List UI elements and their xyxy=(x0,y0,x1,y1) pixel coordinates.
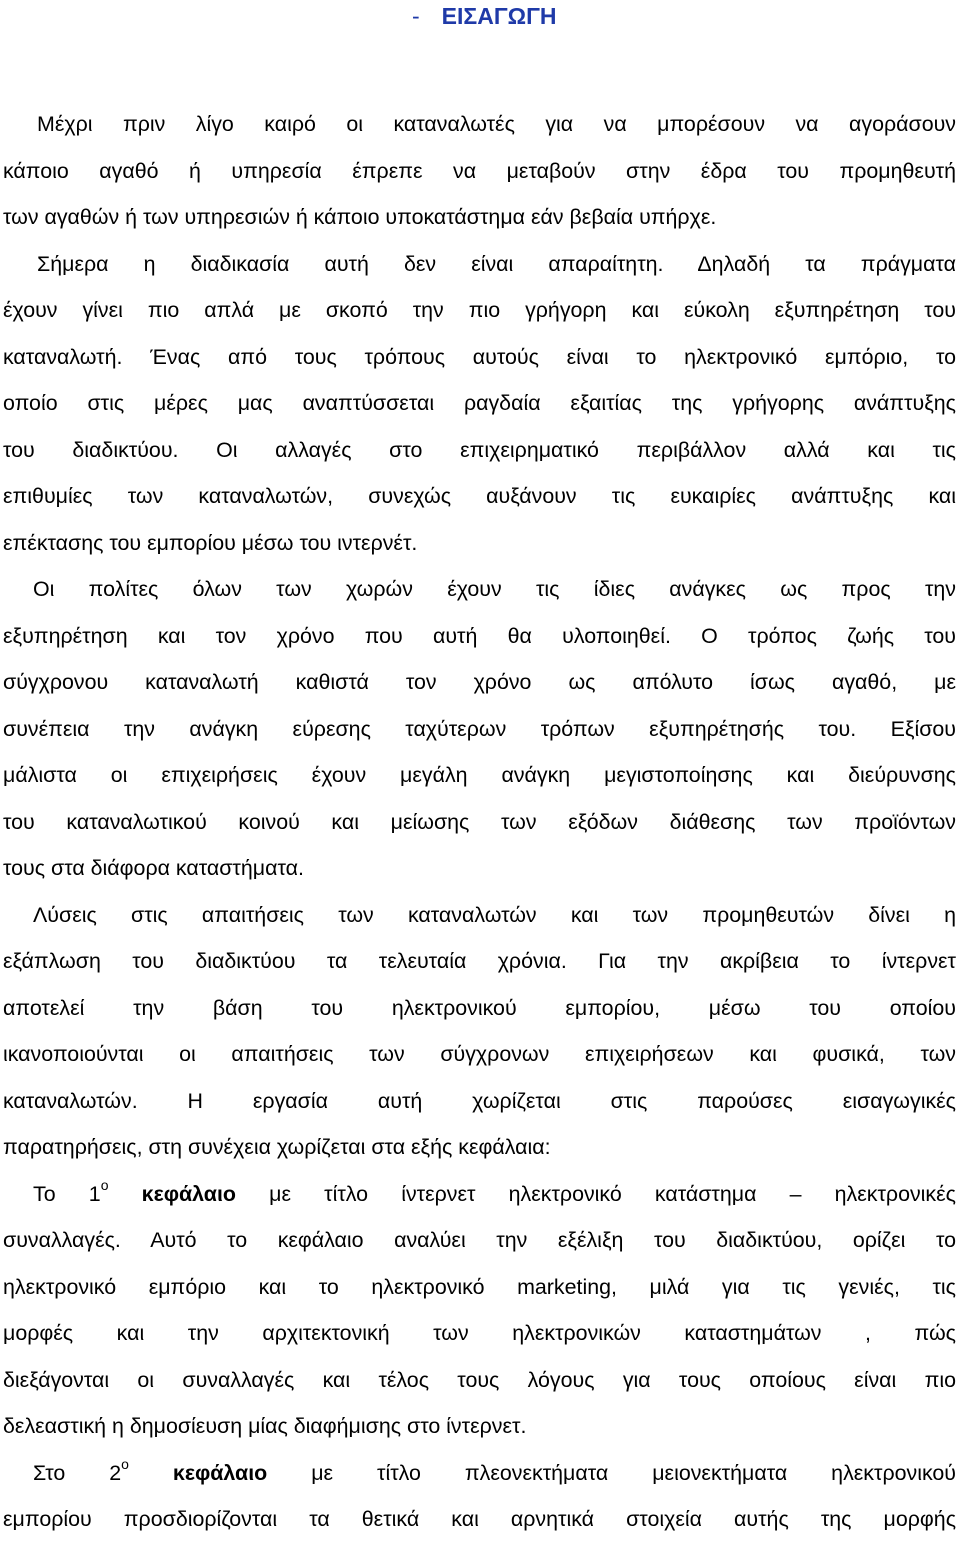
text-line: καταναλωτών. Η εργασία αυτή χωρίζεται στις παρούσες εισαγωγικές xyxy=(3,1088,956,1113)
chapter-1-ordinal: ο xyxy=(100,1177,109,1194)
chapter-2-ordinal: ο xyxy=(121,1456,129,1473)
text-line: εξάπλωση του διαδικτύου τα τελευταία χρόνια. Για την ακρίβεια το ίντερνετ xyxy=(3,949,956,973)
body-text xyxy=(3,101,956,1543)
chapter-2-prefix: Στο xyxy=(33,1460,66,1485)
chapter-1-prefix: Το xyxy=(33,1181,56,1206)
text-line: εμπορίου προσδιορίζονται τα θετικά και αρνητικά στοιχεία αυτής της μορφής xyxy=(3,1507,956,1531)
text-line: Λύσεις στις απαιτήσεις των καταναλωτών και των προμηθευτών δίνει η xyxy=(33,902,956,927)
chapter-2-number: 2 xyxy=(109,1460,122,1485)
chapter-1-title: με τίτλο ίντερνετ ηλεκτρονικό κατάστημα – ηλεκτρονικές xyxy=(269,1181,956,1206)
chapter-2-word: κεφάλαιο xyxy=(172,1460,268,1485)
chapter-1-number: 1 xyxy=(88,1181,101,1206)
chapter-2-line xyxy=(3,1450,956,1497)
text-line: σύγχρονου καταναλωτή καθιστά τον χρόνο ως απόλυτο ίσως αγαθό, με xyxy=(3,670,956,694)
section-heading xyxy=(412,0,557,32)
text-line: εξυπηρέτηση και τον χρόνο που αυτή θα υλοποιηθεί. Ο τρόπος ζωής του xyxy=(3,623,956,648)
text-line: ηλεκτρονικό εμπόριο και το ηλεκτρονικό marketing, μιλά για τις γενιές, τις xyxy=(3,1274,956,1299)
text-line: μάλιστα οι επιχειρήσεις έχουν μεγάλη ανάγκη μεγιστοποίησης και διεύρυνσης xyxy=(3,763,956,787)
text-line: κάποιο αγαθό ή υπηρεσία έπρεπε να μεταβούν στην έδρα του προμηθευτή xyxy=(3,158,956,183)
text-line: των αγαθών ή των υπηρεσιών ή κάποιο υποκατάστημα εάν βεβαία υπήρχε. xyxy=(3,205,717,229)
heading-dash: - xyxy=(412,3,420,29)
text-line: ικανοποιούνται οι απαιτήσεις των σύγχρονων επιχειρήσεων και φυσικά, των xyxy=(3,1042,956,1066)
text-line: Σήμερα η διαδικασία αυτή δεν είναι απαραίτητη. Δηλαδή τα πράγματα xyxy=(37,251,956,276)
text-line: Μέχρι πριν λίγο καιρό οι καταναλωτές για να μπορέσουν να αγοράσουν xyxy=(37,112,956,136)
text-line: επιθυμίες των καταναλωτών, συνεχώς αυξάνουν τις ευκαιρίες ανάπτυξης και xyxy=(3,484,956,508)
text-line: καταναλωτή. Ένας από τους τρόπους αυτούς είναι το ηλεκτρονικό εμπόριο, το xyxy=(3,344,956,369)
text-line: επέκτασης του εμπορίου μέσω του ιντερνέτ. xyxy=(3,530,418,555)
heading-title: ΕΙΣΑΓΩΓΗ xyxy=(441,3,557,29)
text-line: του διαδικτύου. Οι αλλαγές στο επιχειρηματικό περιβάλλον αλλά και τις xyxy=(3,437,956,462)
text-line: του καταναλωτικού κοινού και μείωσης των εξόδων διάθεσης των προϊόντων xyxy=(3,809,956,834)
text-line: δελεαστική η δημοσίευση μίας διαφήμισης στο ίντερνετ. xyxy=(3,1414,527,1438)
text-line: μορφές και την αρχιτεκτονική των ηλεκτρονικών καταστημάτων , πώς xyxy=(3,1321,956,1345)
text-line: Οι πολίτες όλων των χωρών έχουν τις ίδιες ανάγκες ως προς την xyxy=(33,577,956,601)
text-line: διεξάγονται οι συναλλαγές και τέλος τους λόγους για τους οποίους είναι πιο xyxy=(3,1367,956,1392)
chapter-1-word: κεφάλαιο xyxy=(141,1181,236,1206)
text-line: παρατηρήσεις, στη συνέχεια χωρίζεται στα εξής κεφάλαια: xyxy=(3,1135,551,1159)
chapter-1-line xyxy=(3,1171,956,1218)
text-line: οποίο στις μέρες μας αναπτύσσεται ραγδαία εξαιτίας της γρήγορης ανάπτυξης xyxy=(3,391,956,415)
text-line: έχουν γίνει πιο απλά με σκοπό την πιο γρήγορη και εύκολη εξυπηρέτηση του xyxy=(3,298,956,322)
text-line: αποτελεί την βάση του ηλεκτρονικού εμπορίου, μέσω του οποίου xyxy=(3,995,956,1020)
text-line: συναλλαγές. Αυτό το κεφάλαιο αναλύει την εξέλιξη του διαδικτύου, ορίζει το xyxy=(3,1228,956,1252)
text-line: τους στα διάφορα καταστήματα. xyxy=(3,856,304,880)
text-line: συνέπεια την ανάγκη εύρεσης ταχύτερων τρόπων εξυπηρέτησής του. Εξίσου xyxy=(3,716,956,741)
chapter-2-title: με τίτλο πλεονεκτήματα μειονεκτήματα ηλεκτρονικού xyxy=(311,1460,956,1485)
